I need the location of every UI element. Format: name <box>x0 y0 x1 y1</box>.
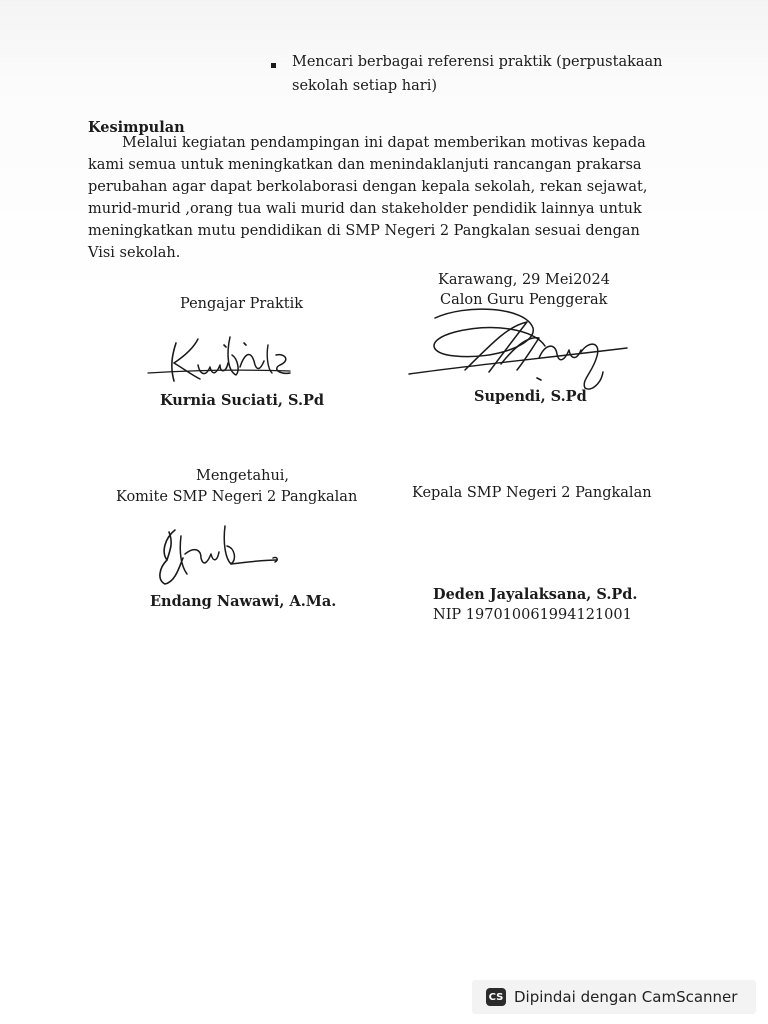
right-bottom-name: Deden Jayalaksana, S.Pd. <box>433 586 638 603</box>
conclusion-line: kami semua untuk meningkatkan dan menindaklanjuti rancangan prakarsa <box>88 157 642 173</box>
camscanner-text: Dipindai dengan CamScanner <box>514 988 738 1006</box>
acknowledge-label: Mengetahui, <box>196 468 290 484</box>
signature-supendi <box>405 300 630 395</box>
left-bottom-role: Komite SMP Negeri 2 Pangkalan <box>116 489 358 505</box>
conclusion-line: Visi sekolah. <box>88 245 181 261</box>
right-bottom-nip: NIP 197010061994121001 <box>433 607 632 623</box>
left-top-name: Kurnia Suciati, S.Pd <box>160 392 325 409</box>
conclusion-line: perubahan agar dapat berkolaborasi dengan kepala sekolah, rekan sejawat, <box>88 179 648 195</box>
bullet-text-line-1: Mencari berbagai referensi praktik (perpustakaan <box>292 54 663 70</box>
right-top-name: Supendi, S.Pd <box>474 388 587 405</box>
conclusion-heading: Kesimpulan <box>88 119 185 136</box>
place-date: Karawang, 29 Mei2024 <box>438 272 610 288</box>
left-bottom-name: Endang Nawawi, A.Ma. <box>150 593 337 610</box>
bullet-marker <box>271 63 276 68</box>
right-bottom-role: Kepala SMP Negeri 2 Pangkalan <box>412 485 652 501</box>
right-top-role: Calon Guru Penggerak <box>440 292 608 308</box>
bullet-text-line-2: sekolah setiap hari) <box>292 78 437 94</box>
left-top-role: Pengajar Praktik <box>180 296 304 312</box>
signature-endang <box>145 518 285 593</box>
conclusion-line: Melalui kegiatan pendampingan ini dapat memberikan motivas kepada <box>122 135 646 151</box>
signature-kurnia <box>140 325 310 390</box>
camscanner-badge <box>472 980 756 1014</box>
conclusion-line: murid-murid ,orang tua wali murid dan stakeholder pendidik lainnya untuk <box>88 201 642 217</box>
camscanner-logo-icon: CS <box>486 988 506 1006</box>
conclusion-line: meningkatkan mutu pendidikan di SMP Negeri 2 Pangkalan sesuai dengan <box>88 223 640 239</box>
